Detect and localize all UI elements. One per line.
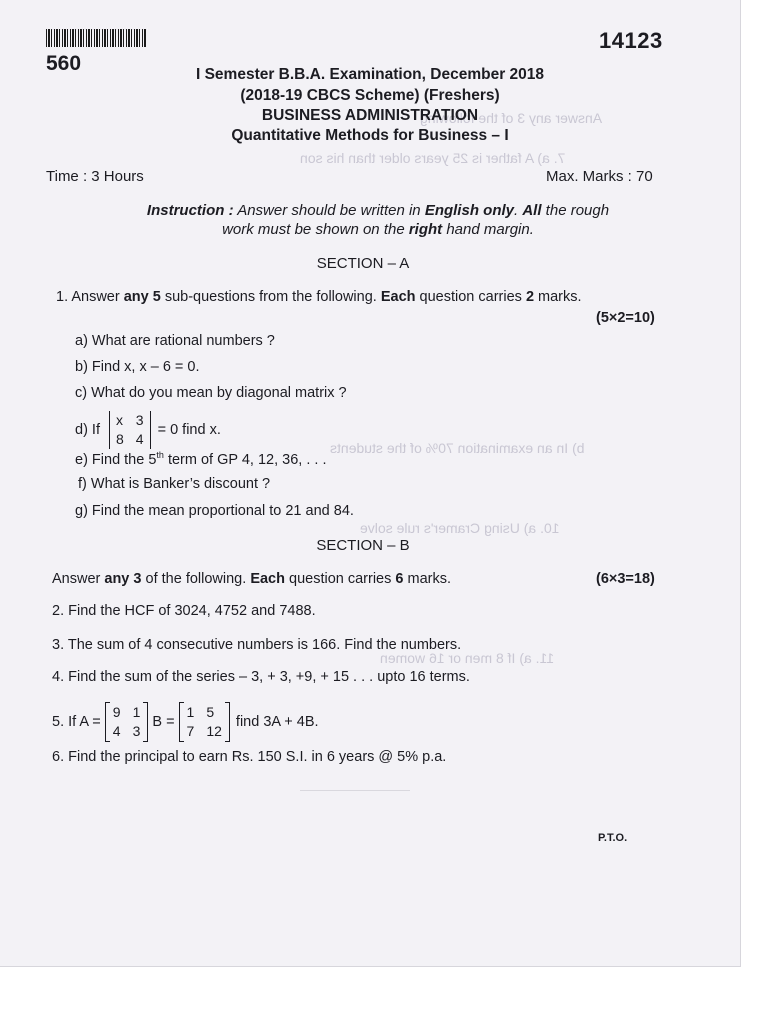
bleed-through-text: 7. a) A father is 25 years older than his son xyxy=(300,150,566,166)
det-entry: 4 xyxy=(135,431,144,447)
question-bold: any 5 xyxy=(123,289,161,305)
intro-text: Answer xyxy=(52,571,105,587)
det-entry: 8 xyxy=(115,431,124,447)
matrix-entry: 12 xyxy=(206,723,222,739)
q5-text: 5. If A = xyxy=(52,714,101,730)
det-entries xyxy=(113,412,147,448)
intro-text: marks. xyxy=(403,571,452,587)
subq-d xyxy=(75,411,221,449)
instruction-text: work must be shown on the xyxy=(222,221,409,238)
paper-title: Quantitative Methods for Business – I xyxy=(231,127,509,144)
matrix-entry: 4 xyxy=(112,723,121,739)
instruction-text: hand margin. xyxy=(442,221,534,238)
q5-text: find 3A + 4B. xyxy=(235,714,319,730)
subq-e-sup: th xyxy=(156,450,164,460)
matrix-entry: 1 xyxy=(186,704,195,720)
matrix-a-entries xyxy=(110,704,144,740)
instruction-bold: right xyxy=(408,221,443,238)
exam-title: I Semester B.B.A. Examination, December 2018 xyxy=(195,66,545,83)
determinant xyxy=(106,411,154,449)
pto-label: P.T.O. xyxy=(598,832,628,844)
section-b-marks: (6×3=18) xyxy=(596,571,655,587)
matrix-entry: 7 xyxy=(186,723,195,739)
question-4: 4. Find the sum of the series – 3, + 3, +9, + 15 . . . upto 16 terms. xyxy=(52,669,470,685)
bracket-right xyxy=(143,702,148,742)
det-bar-left xyxy=(109,411,110,449)
subq-c: c) What do you mean by diagonal matrix ? xyxy=(75,385,347,401)
instruction-prefix: Instruction : xyxy=(146,202,234,219)
question-6: 6. Find the principal to earn Rs. 150 S.I. in 6 years @ 5% p.a. xyxy=(52,749,447,765)
det-entry: 3 xyxy=(135,412,144,428)
question-bold: Each xyxy=(380,289,416,305)
matrix-entry: 5 xyxy=(206,704,215,720)
barcode xyxy=(46,29,146,47)
matrix-a xyxy=(105,702,149,742)
subject-line: BUSINESS ADMINISTRATION xyxy=(261,107,479,124)
matrix-entry: 9 xyxy=(112,704,121,720)
instruction-bold: All xyxy=(522,202,542,219)
subq-d-text: d) If xyxy=(75,422,100,438)
bleed-through-text: b) In an examination 70% of the students xyxy=(330,440,585,456)
question-bold: 2 xyxy=(525,289,535,305)
question-number: 1. xyxy=(56,289,69,305)
instruction-line-2 xyxy=(0,221,741,238)
det-entry: x xyxy=(115,412,123,428)
scheme-line: (2018-19 CBCS Scheme) (Freshers) xyxy=(240,87,500,104)
subq-b: b) Find x, x – 6 = 0. xyxy=(75,359,200,375)
intro-bold: 6 xyxy=(395,571,404,587)
instruction-text: Answer should be written in xyxy=(233,202,425,219)
question-text: Answer xyxy=(71,289,124,305)
time-label: Time : 3 Hours xyxy=(46,168,144,185)
max-marks-label: Max. Marks : 70 xyxy=(546,168,653,185)
matrix-b xyxy=(179,702,230,742)
section-b-title: SECTION – B xyxy=(316,537,410,554)
question-1 xyxy=(56,289,582,305)
subq-f: f) What is Banker’s discount ? xyxy=(78,476,271,492)
section-a-title: SECTION – A xyxy=(316,255,410,272)
intro-bold: Each xyxy=(250,571,285,587)
bleed-through-text: 11. a) If 8 men or 16 women xyxy=(380,650,555,666)
q5-text: B = xyxy=(152,714,175,730)
matrix-entry: 1 xyxy=(132,704,141,720)
intro-bold: any 3 xyxy=(104,571,142,587)
question-text: sub-questions from the following. xyxy=(160,289,381,305)
instruction-text: the rough xyxy=(541,202,610,219)
instruction-line-1 xyxy=(0,202,741,219)
paper-number: 14123 xyxy=(599,28,663,53)
exam-code: 560 xyxy=(46,52,82,75)
section-a-marks: (5×2=10) xyxy=(596,310,655,326)
section-b-intro xyxy=(52,571,451,587)
bracket-right xyxy=(225,702,230,742)
det-bar-right xyxy=(150,411,151,449)
intro-text: of the following. xyxy=(141,571,251,587)
end-rule xyxy=(300,790,410,791)
instruction-text: . xyxy=(514,202,523,219)
instruction-bold: English only xyxy=(424,202,514,219)
question-5 xyxy=(52,702,319,742)
matrix-b-entries xyxy=(184,704,225,740)
subq-e-text: term of GP 4, 12, 36, . . . xyxy=(163,451,327,468)
bleed-through-text: Answer any 3 of the following xyxy=(420,110,603,126)
question-text: question carries xyxy=(415,289,526,305)
subq-g: g) Find the mean proportional to 21 and 84. xyxy=(75,503,354,519)
question-text: marks. xyxy=(534,289,582,305)
question-2: 2. Find the HCF of 3024, 4752 and 7488. xyxy=(52,603,316,619)
bleed-through-text: 10. a) Using Cramer's rule solve xyxy=(360,520,560,536)
subq-a: a) What are rational numbers ? xyxy=(75,333,275,349)
matrix-entry: 3 xyxy=(132,723,141,739)
intro-text: question carries xyxy=(284,571,396,587)
subq-d-text: = 0 find x. xyxy=(157,422,221,438)
subq-e-text: e) Find the 5 xyxy=(75,451,157,468)
subq-e xyxy=(75,450,326,468)
question-3: 3. The sum of 4 consecutive numbers is 166. Find the numbers. xyxy=(52,637,462,653)
